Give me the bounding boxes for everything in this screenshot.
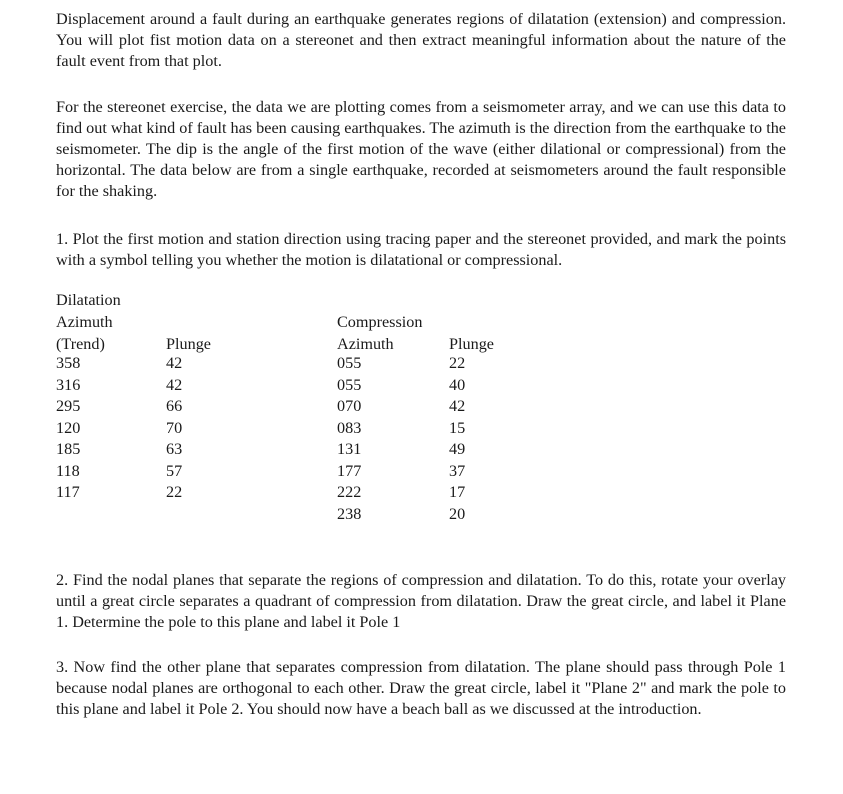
compression-plunge-cell: 22 xyxy=(449,354,466,372)
dilatation-plunge-cell: 66 xyxy=(166,397,183,415)
compression-plunge-column xyxy=(449,353,465,525)
dilatation-azimuth-cell: 185 xyxy=(56,440,81,458)
compression-azimuth-cell: 070 xyxy=(337,397,362,415)
compression-azimuth-cell: 177 xyxy=(337,461,362,480)
compression-azimuth-column xyxy=(337,353,361,525)
compression-azimuth-cell: 222 xyxy=(337,483,362,501)
dilatation-plunge-cell: 22 xyxy=(166,483,183,501)
compression-azimuth-cell: 083 xyxy=(337,418,362,437)
compression-plunge-cell: 17 xyxy=(449,483,466,501)
dilatation-azimuth-header: Azimuth xyxy=(56,313,113,331)
compression-azimuth-cell: 238 xyxy=(337,504,362,523)
compression-plunge-cell: 37 xyxy=(449,461,466,480)
dilatation-plunge-header: Plunge xyxy=(166,335,211,353)
dilatation-plunge-cell: 42 xyxy=(166,375,183,394)
dilatation-azimuth-cell: 295 xyxy=(56,397,81,415)
compression-plunge-cell: 49 xyxy=(449,440,466,458)
dilatation-plunge-column xyxy=(166,353,182,504)
step-3-paragraph: 3. Now find the other plane that separates compression from dilatation. The plane should pass through Pole 1 because nodal planes are orthogonal to each other. Draw the great circle, label it "Plane 2" and mark the pole to this plane and label it Pole 2. You should now have a beach ball as we discussed at the introduction. xyxy=(56,658,786,718)
dilatation-group-label: Dilatation xyxy=(56,291,121,309)
context-paragraph: For the stereonet exercise, the data we are plotting comes from a seismometer array, and we can use this data to find out what kind of fault has been causing earthquakes. The azimuth is the direction from the earthquake to the seismometer. The dip is the angle of the first motion of the wave (either dilational or compressional) from the horizontal. The data below are from a single earthquake, recorded at seismometers around the fault responsible for the shaking. xyxy=(56,98,786,200)
dilatation-trend-header: (Trend) xyxy=(56,335,105,353)
compression-plunge-cell: 42 xyxy=(449,397,466,415)
dilatation-azimuth-cell: 358 xyxy=(56,354,81,372)
compression-plunge-header: Plunge xyxy=(449,335,494,353)
dilatation-plunge-cell: 57 xyxy=(166,461,183,480)
dilatation-plunge-cell: 42 xyxy=(166,354,183,372)
dilatation-azimuth-column xyxy=(56,353,80,504)
compression-plunge-cell: 15 xyxy=(449,418,466,437)
dilatation-azimuth-cell: 120 xyxy=(56,418,81,437)
dilatation-azimuth-cell: 117 xyxy=(56,483,80,501)
compression-azimuth-cell: 055 xyxy=(337,354,362,372)
compression-plunge-cell: 20 xyxy=(449,504,466,523)
intro-paragraph: Displacement around a fault during an earthquake generates regions of dilatation (extension) and compression. You will plot fist motion data on a stereonet and then extract meaningful information about the nature of the fault event from that plot. xyxy=(56,10,786,70)
compression-plunge-cell: 40 xyxy=(449,375,466,394)
compression-azimuth-header: Azimuth xyxy=(337,335,394,353)
dilatation-azimuth-cell: 316 xyxy=(56,375,81,394)
step-1-paragraph: 1. Plot the first motion and station direction using tracing paper and the stereonet provided, and mark the points with a symbol telling you whether the motion is dilatational or compressional. xyxy=(56,230,786,269)
compression-azimuth-cell: 055 xyxy=(337,375,362,394)
dilatation-azimuth-cell: 118 xyxy=(56,461,80,480)
compression-azimuth-cell: 131 xyxy=(337,440,362,458)
compression-group-label: Compression xyxy=(337,313,423,331)
dilatation-plunge-cell: 70 xyxy=(166,418,183,437)
step-2-paragraph: 2. Find the nodal planes that separate the regions of compression and dilatation. To do this, rotate your overlay until a great circle separates a quadrant of compression from dilatation. Draw the great circle, and label it Plane 1. Determine the pole to this plane and label it Pole 1 xyxy=(56,571,786,631)
dilatation-plunge-cell: 63 xyxy=(166,440,183,458)
